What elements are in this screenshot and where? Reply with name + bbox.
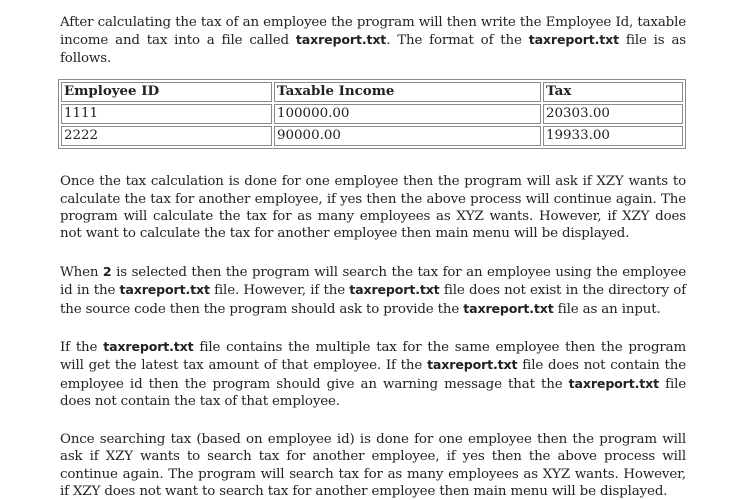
para3-text-5: file as an input. <box>553 301 661 317</box>
paragraph-search-option <box>60 263 686 318</box>
filename-taxreport: taxreport.txt <box>427 357 518 373</box>
filename-taxreport: taxreport.txt <box>119 282 210 298</box>
table-header-row <box>61 82 683 102</box>
cell-taxable-income: 90000.00 <box>274 126 541 146</box>
paragraph-calculate-another: Once the tax calculation is done for one employee then the program will ask if XZY wants to calculate the tax for another employee, if yes then the above process will continue again. The program will calculate the tax for as many employees as XYZ wants. However, if XZY does not want to calculate the tax for another employee then main menu will be displayed. <box>60 174 686 242</box>
filename-taxreport: taxreport.txt <box>568 375 659 391</box>
cell-taxable-income: 100000.00 <box>274 104 541 124</box>
header-tax: Tax <box>543 82 683 102</box>
para4-text-3: file does not contain the employee id then the program should give an warning message that the <box>60 358 686 392</box>
para3-text-1: When <box>60 264 103 280</box>
intro-paragraph <box>60 14 686 67</box>
cell-tax: 19933.00 <box>543 126 683 146</box>
paragraph-multiple-tax <box>60 338 686 411</box>
menu-option-number: 2 <box>102 263 112 279</box>
filename-taxreport: taxreport.txt <box>463 300 554 316</box>
header-employee-id: Employee ID <box>61 82 272 102</box>
filename-taxreport: taxreport.txt <box>349 282 440 298</box>
intro-text-3: file is as follows. <box>60 33 687 66</box>
document-page <box>60 14 686 500</box>
intro-text-2: . The format of the <box>386 33 529 49</box>
para4-text-1: If the <box>60 340 104 356</box>
table-row <box>61 126 683 146</box>
filename-taxreport: taxreport.txt <box>528 32 619 48</box>
para3-text-2: is selected then the program will search the tax for an employee using the employee id in the <box>60 264 686 299</box>
para4-text-4: file does not contain the tax of that employee. <box>60 376 686 410</box>
header-taxable-income: Taxable Income <box>274 82 541 102</box>
taxreport-format-table <box>58 79 686 149</box>
filename-taxreport: taxreport.txt <box>103 339 194 355</box>
filename-taxreport: taxreport.txt <box>295 32 387 48</box>
cell-tax: 20303.00 <box>543 104 683 124</box>
cell-employee-id: 2222 <box>61 126 272 146</box>
para4-text-2: file contains the multiple tax for the same employee then the program will get the latest tax amount of that employee. If the <box>60 340 687 374</box>
intro-text-1: After calculating the tax of an employee the program will then write the Employee Id, taxable income and tax into a file called <box>60 15 686 49</box>
cell-employee-id: 1111 <box>61 104 272 124</box>
para3-text-4: file does not exist in the directory of the source code then the program should ask to provide the <box>60 283 686 317</box>
paragraph-search-another: Once searching tax (based on employee id) is done for one employee then the program will ask if XZY wants to search tax for another employee, if yes then the above process will continue again. The program will search tax for as many employees as XYZ wants. However, if XZY does not want to search tax for another employee then main menu will be displayed. <box>60 431 686 499</box>
para3-text-3: file. However, if the <box>209 283 350 299</box>
table-row <box>61 104 683 124</box>
